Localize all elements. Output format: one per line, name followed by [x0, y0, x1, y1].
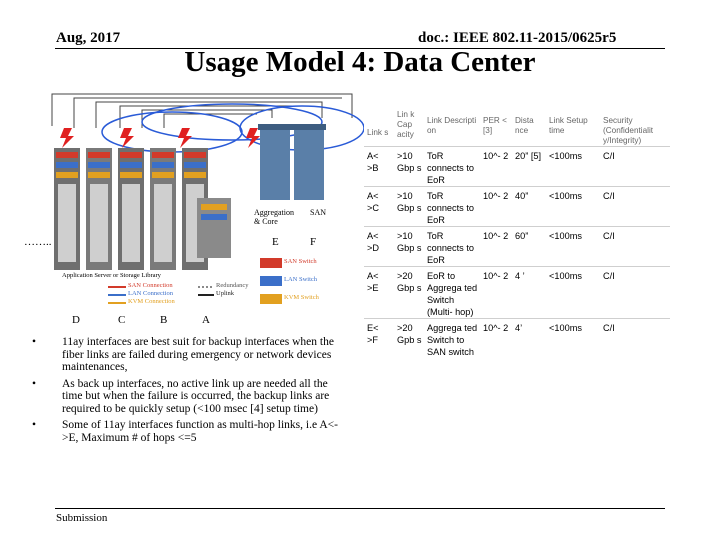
- table-cell: C/I: [600, 227, 670, 267]
- bullet-text: As back up interfaces, no active link up are needed all the time but when the failure is occurred, the backup links are required to be quickly setup (<100 msec [4] setup time): [62, 377, 330, 415]
- table-cell: >10 Gbp s: [394, 227, 424, 267]
- col-header-description: Link Descripti on: [427, 116, 477, 135]
- data-center-diagram: [22, 88, 364, 310]
- table-row: [364, 267, 670, 319]
- kvm-switch-legend: KVM Switch: [284, 294, 319, 301]
- header-date: Aug, 2017: [56, 30, 121, 46]
- node-d-label: D: [72, 314, 80, 326]
- table-cell: 10^- 2: [480, 267, 512, 319]
- table-cell: C/I: [600, 147, 670, 187]
- san-switch-legend: SAN Switch: [284, 258, 317, 265]
- kvm-connection-legend: KVM Connection: [128, 298, 175, 305]
- table-cell: EoR to Aggrega ted Switch (Multi- hop): [424, 267, 480, 319]
- bullet-item: [30, 336, 340, 374]
- bullet-item: [30, 378, 340, 416]
- table-cell: 10^- 2: [480, 227, 512, 267]
- header-doc-id: doc.: IEEE 802.11-2015/0625r5: [418, 30, 617, 46]
- bullet-dot-icon: •: [32, 419, 37, 431]
- table-row: [364, 227, 670, 267]
- dots-label: ……..: [24, 236, 52, 248]
- san-label: SAN: [310, 208, 327, 217]
- bullet-dot-icon: •: [32, 336, 37, 348]
- node-f-label: F: [310, 236, 317, 248]
- table-cell: C/I: [600, 187, 670, 227]
- table-cell: A< >B: [364, 147, 394, 187]
- table-cell: 10^- 2: [480, 187, 512, 227]
- table-cell: 10^- 2: [480, 147, 512, 187]
- uplink-lines: [52, 94, 352, 128]
- node-c-label: C: [118, 314, 126, 326]
- table-cell: <100ms: [546, 319, 600, 359]
- table-cell: >20 Gpb s: [394, 319, 424, 359]
- table-cell: A< >E: [364, 267, 394, 319]
- table-cell: >10 Gbp s: [394, 147, 424, 187]
- col-header-distance: Dista nce: [515, 116, 534, 135]
- switch-legend-icons: [260, 258, 282, 304]
- node-e-label: E: [272, 236, 279, 248]
- table-row: [364, 319, 670, 359]
- uplink-legend: Uplink: [216, 290, 235, 297]
- table-cell: 4’: [512, 319, 546, 359]
- bullet-text: Some of 11ay interfaces function as multi-hop links, i.e A<->E, Maximum # of hops <=5: [62, 419, 338, 444]
- table-cell: 60”: [512, 227, 546, 267]
- table-cell: >10 Gbp s: [394, 187, 424, 227]
- footer-rule: [55, 508, 665, 509]
- footer-submission: Submission: [56, 512, 108, 524]
- bullet-text: 11ay interfaces are best suit for backup interfaces when the fiber links are failed during emergency or network devices maintenances,: [62, 336, 334, 373]
- col-header-per: PER < [3]: [483, 116, 507, 135]
- table-cell: <100ms: [546, 267, 600, 319]
- table-cell: A< >C: [364, 187, 394, 227]
- redundancy-legend: Redundancy: [216, 282, 249, 289]
- table-cell: <100ms: [546, 227, 600, 267]
- aggregation-core-label: Aggregation & Core: [254, 208, 294, 226]
- table-cell: ToR connects to EoR: [424, 147, 480, 187]
- table-cell: >20 Gbp s: [394, 267, 424, 319]
- table-row: [364, 147, 670, 187]
- table-cell: 4 ’: [512, 267, 546, 319]
- table-cell: 10^- 2: [480, 319, 512, 359]
- col-header-security: Security (Confidentialit y/Integrity): [603, 116, 654, 145]
- bullet-dot-icon: •: [32, 377, 37, 390]
- table-row: [364, 187, 670, 227]
- storage-library: [197, 198, 231, 258]
- bullet-item: [30, 419, 340, 444]
- bullet-list: [30, 336, 340, 444]
- table-cell: E< >F: [364, 319, 394, 359]
- requirements-table: [364, 108, 670, 358]
- table-cell: C/I: [600, 267, 670, 319]
- table-header-row: [364, 108, 670, 147]
- table-cell: ToR connects to EoR: [424, 187, 480, 227]
- table-cell: <100ms: [546, 187, 600, 227]
- table-cell: 20” [5]: [512, 147, 546, 187]
- node-b-label: B: [160, 314, 168, 326]
- wireless-links: [60, 128, 260, 148]
- lan-connection-legend: LAN Connection: [128, 290, 173, 297]
- table-cell: A< >D: [364, 227, 394, 267]
- slide-title: Usage Model 4: Data Center: [184, 46, 536, 78]
- node-a-label: A: [202, 314, 210, 326]
- table-cell: 40”: [512, 187, 546, 227]
- col-header-setup-time: Link Setup time: [549, 116, 588, 135]
- lan-switch-legend: LAN Switch: [284, 276, 318, 283]
- table-cell: ToR connects to EoR: [424, 227, 480, 267]
- server-racks: [54, 148, 208, 270]
- table-cell: Aggrega ted Switch to SAN switch: [424, 319, 480, 359]
- col-header-links: Link s: [367, 128, 389, 137]
- table-cell: C/I: [600, 319, 670, 359]
- san-connection-legend: SAN Connection: [128, 282, 173, 289]
- app-server-caption: Application Server or Storage Library: [62, 272, 161, 279]
- col-header-capacity: Lin k Cap acity: [397, 110, 415, 139]
- table-cell: <100ms: [546, 147, 600, 187]
